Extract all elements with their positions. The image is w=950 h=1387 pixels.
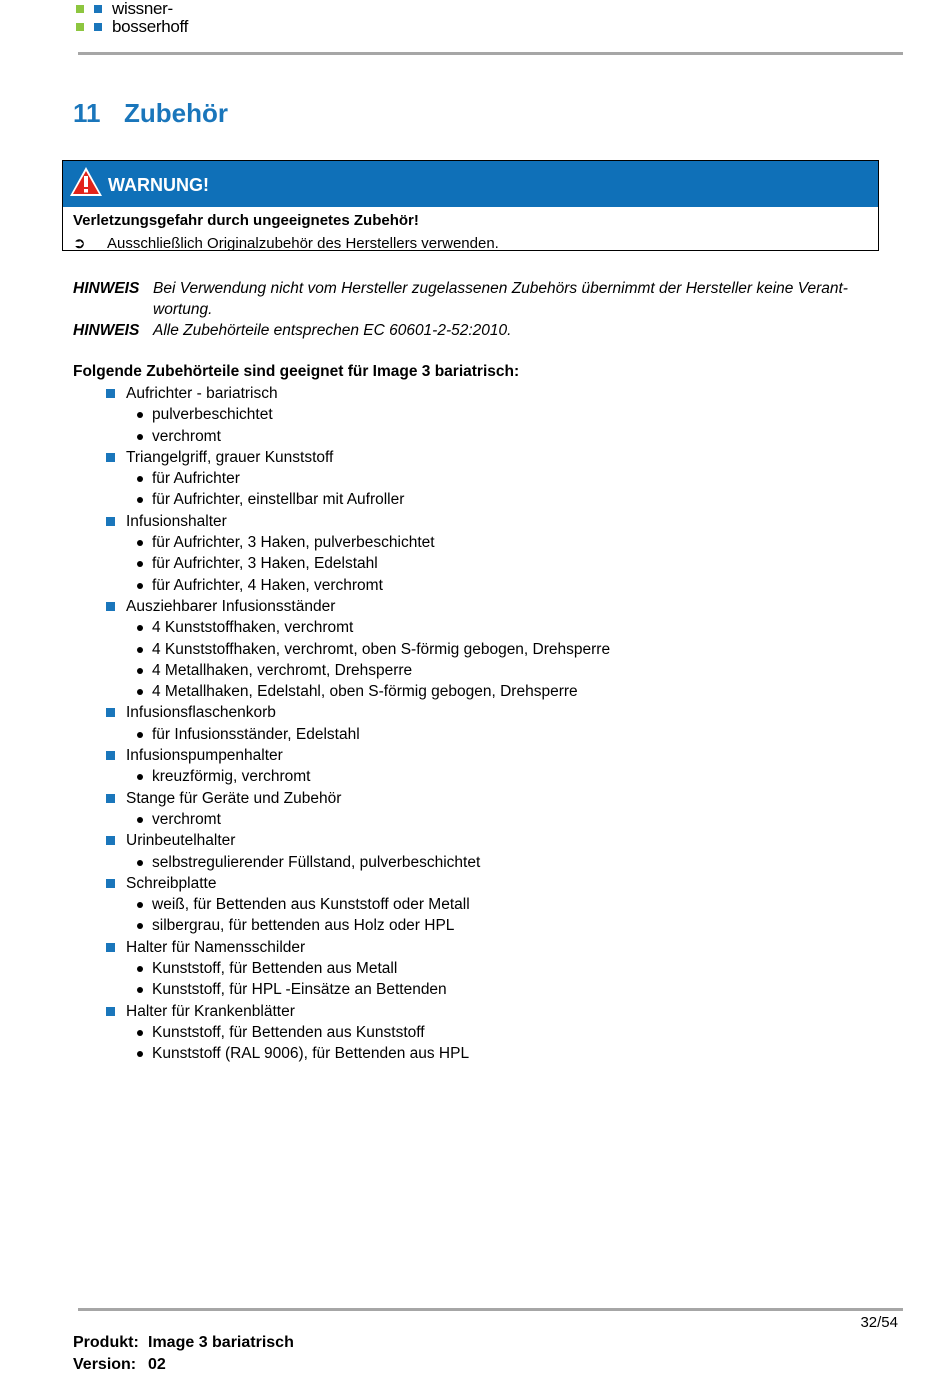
page-number: 32/54 [860,1314,898,1331]
logo-square-blue-1 [94,5,102,13]
company-logo [76,0,276,40]
accessory-item-label: selbstregulierender Füllstand, pulverbeschichtet [152,853,481,871]
accessory-category-label: Urinbeutelhalter [126,832,236,850]
notice-label: HINWEIS [73,280,140,297]
notice-label: HINWEIS [73,322,140,339]
accessory-item-label: für Aufrichter, einstellbar mit Aufroller [152,491,405,509]
logo-text-line1: wissner- [112,0,173,18]
accessory-item [104,852,884,873]
bullet-dot-icon [137,1051,143,1057]
accessory-item-label: 4 Kunststoffhaken, verchromt, oben S-förmig gebogen, Drehsperre [152,640,611,658]
chapter-heading [73,98,228,129]
bullet-dot-icon [137,817,143,823]
accessory-category [104,383,884,404]
warning-header [63,161,878,207]
accessory-category [104,745,884,766]
square-bullet-icon [106,943,115,952]
bullet-dot-icon [137,625,143,631]
accessory-item-label: Kunststoff, für Bettenden aus Metall [152,960,398,978]
accessory-item [104,553,884,574]
accessory-category [104,511,884,532]
bullet-dot-icon [137,647,143,653]
accessory-item [104,915,884,936]
bullet-dot-icon [137,668,143,674]
accessory-category-label: Triangelgriff, grauer Kunststoff [126,448,334,466]
accessory-category-label: Ausziehbarer Infusionsständer [126,597,336,615]
chapter-number: 11 [73,98,101,128]
accessory-item-label: kreuzförmig, verchromt [152,768,311,786]
accessory-category [104,702,884,723]
logo-square-blue-2 [94,23,102,31]
accessory-item [104,958,884,979]
accessory-category-label: Halter für Krankenblätter [126,1002,295,1020]
bullet-dot-icon [137,1030,143,1036]
accessory-item [104,575,884,596]
bullet-dot-icon [137,732,143,738]
bullet-dot-icon [137,966,143,972]
footer-version-label: Version: [73,1356,137,1373]
accessory-item [104,617,884,638]
accessory-item [104,724,884,745]
accessory-category [104,596,884,617]
bullet-dot-icon [137,689,143,695]
accessory-category [104,873,884,894]
bullet-dot-icon [137,583,143,589]
bullet-dot-icon [137,902,143,908]
bullet-dot-icon [137,412,143,418]
accessory-item-label: für Aufrichter, 4 Haken, verchromt [152,576,383,594]
square-bullet-icon [106,879,115,888]
notice-text: Bei Verwendung nicht vom Hersteller zugelassenen Zubehörs übernimmt der Hersteller keine Verant-wortung. [153,280,848,318]
warning-title: WARNUNG! [108,175,209,195]
footer-version-row [73,1354,294,1376]
accessory-item-label: 4 Kunststoffhaken, verchromt [152,619,354,637]
accessory-category [104,447,884,468]
footer-product-row [73,1332,294,1354]
accessory-category-label: Infusionshalter [126,512,227,530]
accessory-item-label: für Aufrichter, 3 Haken, pulverbeschichtet [152,534,435,552]
accessory-item [104,681,884,702]
accessory-item-label: für Aufrichter [152,470,240,488]
accessory-item [104,1043,884,1064]
logo-square-green-2 [76,23,84,31]
footer-divider [78,1308,903,1311]
accessory-category-label: Aufrichter - bariatrisch [126,385,278,402]
accessory-item-label: silbergrau, für bettenden aus Holz oder HPL [152,917,455,935]
accessory-category-label: Infusionsflaschenkorb [126,704,276,722]
square-bullet-icon [106,1007,115,1016]
bullet-dot-icon [137,434,143,440]
footer-version-value: 02 [148,1356,166,1373]
action-arrow-icon: ➲ [73,235,86,252]
footer-info [73,1332,294,1376]
accessory-item [104,1022,884,1043]
accessory-item [104,979,884,1000]
accessory-item-label: pulverbeschichtet [152,406,273,424]
accessory-category [104,937,884,958]
accessory-item-label: Kunststoff, für Bettenden aus Kunststoff [152,1023,425,1041]
accessory-item [104,532,884,553]
accessory-item [104,660,884,681]
logo-text-line2: bosserhoff [112,17,189,36]
notice-text: Alle Zubehörteile entsprechen EC 60601-2-52:2010. [153,322,512,339]
warning-box [62,160,879,251]
accessory-item-label: für Aufrichter, 3 Haken, Edelstahl [152,555,378,573]
bullet-dot-icon [137,540,143,546]
accessory-category-label: Stange für Geräte und Zubehör [126,789,342,807]
footer-product-label: Produkt: [73,1334,139,1351]
bullet-dot-icon [137,987,143,993]
bullet-dot-icon [137,860,143,866]
accessory-item-label: Kunststoff, für HPL -Einsätze an Bettenden [152,981,447,999]
accessories-heading: Folgende Zubehörteile sind geeignet für Image 3 bariatrisch: [73,363,520,380]
bullet-dot-icon [137,923,143,929]
header-divider [78,52,903,55]
square-bullet-icon [106,836,115,845]
accessory-category-label: Schreibplatte [126,874,217,892]
accessory-category [104,788,884,809]
bullet-dot-icon [137,476,143,482]
accessory-category [104,830,884,851]
accessory-category-label: Infusionspumpenhalter [126,747,283,765]
accessory-item-label: verchromt [152,810,221,828]
accessory-item [104,809,884,830]
accessory-item-label: für Infusionsständer, Edelstahl [152,725,360,743]
square-bullet-icon [106,517,115,526]
logo-square-green-1 [76,5,84,13]
accessory-item-label: 4 Metallhaken, verchromt, Drehsperre [152,661,413,679]
accessory-item [104,404,884,425]
accessory-item [104,489,884,510]
accessory-category [104,1001,884,1022]
square-bullet-icon [106,751,115,760]
square-bullet-icon [106,389,115,398]
accessory-item-label: verchromt [152,427,221,445]
accessory-item-label: Kunststoff (RAL 9006), für Bettenden aus HPL [152,1045,470,1063]
warning-action [73,234,499,252]
warning-triangle-icon [69,165,103,199]
accessory-category-label: Halter für Namensschilder [126,938,306,956]
footer-product-value: Image 3 bariatrisch [148,1334,294,1351]
warning-subtitle: Verletzungsgefahr durch ungeeignetes Zubehör! [73,212,419,229]
warning-action-text: Ausschließlich Originalzubehör des Herstellers verwenden. [107,235,499,252]
chapter-title: Zubehör [124,98,228,128]
bullet-dot-icon [137,774,143,780]
square-bullet-icon [106,708,115,717]
accessory-item-label: weiß, für Bettenden aus Kunststoff oder Metall [152,896,470,914]
accessory-item [104,468,884,489]
accessory-item-label: 4 Metallhaken, Edelstahl, oben S-förmig gebogen, Drehsperre [152,683,578,701]
accessory-item [104,639,884,660]
accessory-item [104,426,884,447]
accessory-item [104,766,884,787]
bullet-dot-icon [137,497,143,503]
accessory-item [104,894,884,915]
bullet-dot-icon [137,561,143,567]
square-bullet-icon [106,794,115,803]
square-bullet-icon [106,602,115,611]
accessories-list [104,383,884,1065]
square-bullet-icon [106,453,115,462]
